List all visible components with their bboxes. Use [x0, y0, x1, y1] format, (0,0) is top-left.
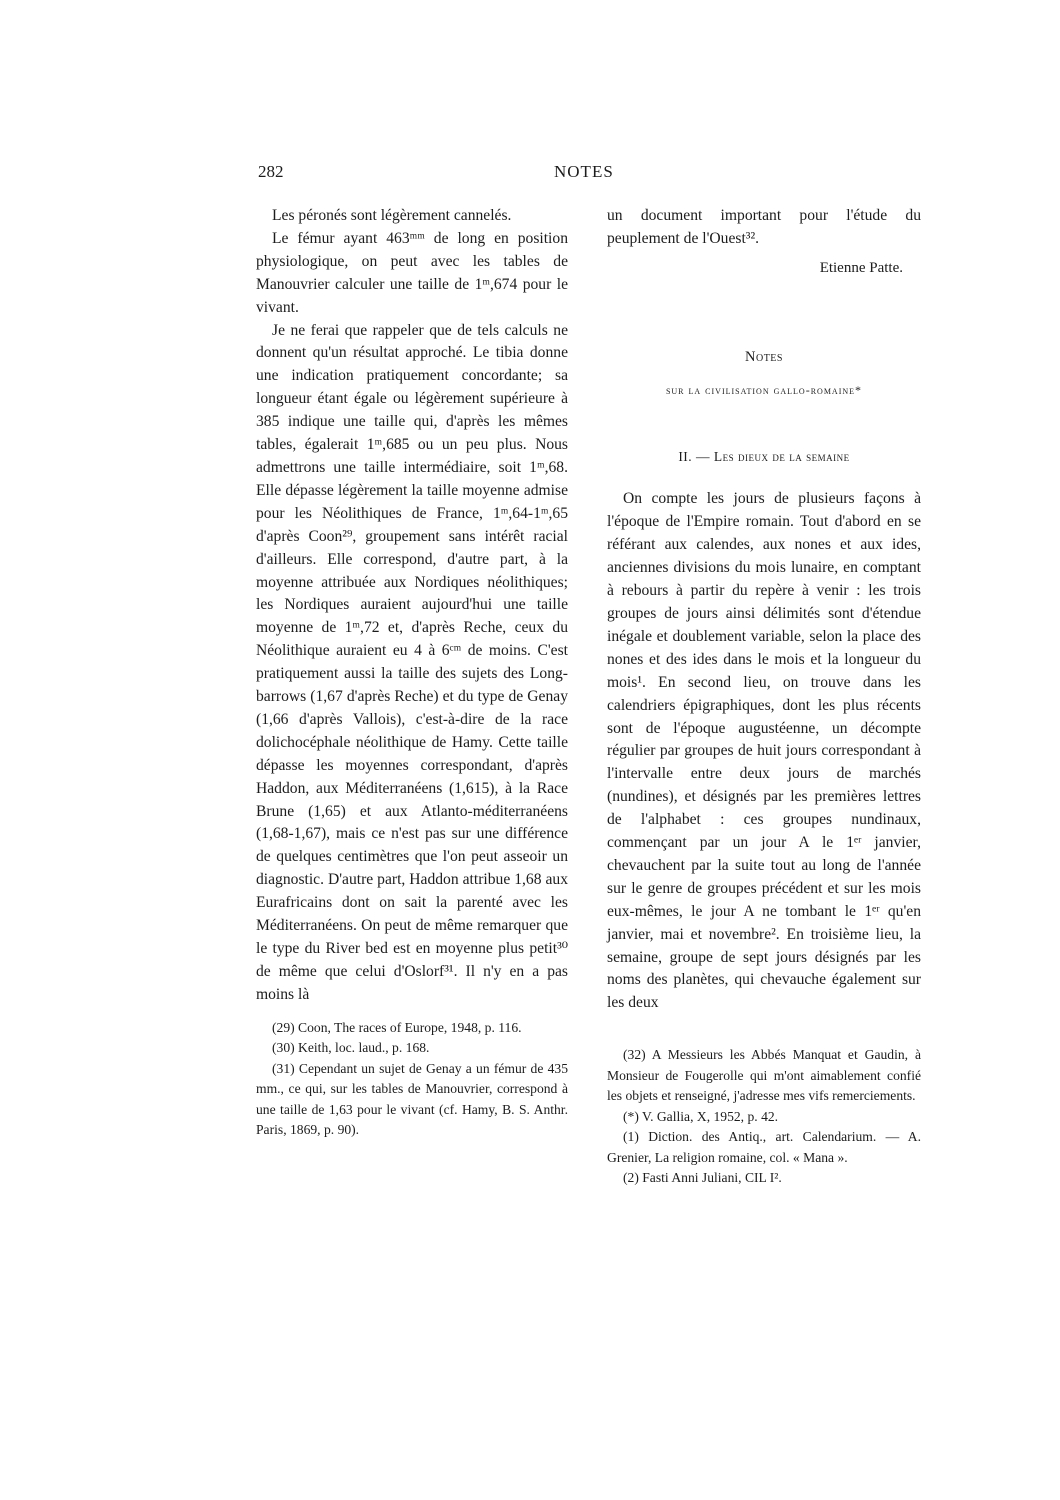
running-title: NOTES — [554, 162, 614, 181]
page-header — [258, 162, 614, 186]
paragraph: Les péronés sont légèrement cannelés. — [272, 207, 512, 224]
page-number: 282 — [258, 162, 284, 181]
footnote-star: (*) V. Gallia, X, 1952, p. 42. — [623, 1108, 779, 1124]
author-signature: Etienne Patte. — [819, 259, 903, 276]
footnotes — [607, 1045, 921, 1189]
footnotes — [256, 1018, 568, 1141]
footnote-2: (2) Fasti Anni Juliani, CIL I². — [623, 1170, 782, 1186]
paragraph: Je ne ferai que rappeler que de tels calculs ne donnent qu'un résultat approché. Le tibia donne une indication pratiquement concordante; sa longueur étant égale ou légèrement supérieure à 385 indique une taille qui, d'après les mêmes tables, égalerait 1ᵐ,685 ou un peu plus. Nous admettrons une taille intermédiaire, soit 1ᵐ,68. Elle dépasse légèrement la taille moyenne admise pour les Néolithiques de France, 1ᵐ,64-1ᵐ,65 d'après Coon²⁹, groupement sans intérêt racial d'ailleurs. Elle correspond, d'autre part, à la moyenne attribuée aux Nordiques néolithiques; les Nordiques auraient aujourd'hui une taille moyenne de 1ᵐ,72 et, d'après Reche, ceux du Néolithique auraient eu 4 à 6ᶜᵐ de moins. C'est pratiquement aussi la taille des sujets des Long-barrows (1,67 d'après Reche) et du type de Genay (1,66 d'après Vallois), c'est-à-dire de la race dolichocéphale néolithique de Hamy. Cette taille dépasse les moyennes correspondant, d'après Haddon, aux Méditerranéens (1,615), à la Race Brune (1,65) et aux Atlanto-méditerranéens (1,68-1,67), mais ce n'est pas sur une différence de quelques centimètres que l'on peut asseoir un diagnostic. D'autre part, Haddon attribue 1,68 aux Eurafricains dont on sait la parenté avec les Méditerranéens. On peut de même remarquer que le type du River bed est en moyenne plus petit³⁰ de même que celui d'Oslorf³¹. Il n'y en a pas moins là — [256, 321, 568, 1003]
section-heading: II. — Les dieux de la semaine — [678, 448, 850, 464]
paragraph: Le fémur ayant 463ᵐᵐ de long en position physiologique, on peut avec les tables de Manouvrier calculer une taille de 1ᵐ,674 pour le vivant. — [256, 229, 568, 316]
paragraph: On compte les jours de plusieurs façons à l'époque de l'Empire romain. Tout d'abord en se référant aux calendes, aux nones et aux ides, anciennes divisions du mois lunaire, en comptant à rebours à partir du repère à venir : les trois groupes de jours ainsi délimités sont d'étendue inégale et doublement variable, selon la place des nones et des ides dans le mois et la longueur du mois¹. En second lieu, on trouve dans les calendriers épigraphiques, dont les plus récents sont de l'époque augustéenne, un décompte régulier par groupes de huit jours correspondant à l'intervalle entre deux jours de marchés (nundines), et désignés par les premières lettres de l'alphabet : ces groupes nundinaux, commençant par un jour A le 1ᵉʳ janvier, chevauchent par la suite tout au long de l'année sur le genre de groupes précédent et sur les mois eux-mêmes, le jour A ne tombant le 1ᵉʳ qu'en janvier, mai et novembre². En troisième lieu, la semaine, groupe de sept jours désignés par les noms des planètes, qui chevauche également sur les deux — [607, 490, 921, 1012]
footnote-1: (1) Diction. des Antiq., art. Calendarium. — A. Grenier, La religion romaine, col. « Mana ». — [607, 1129, 921, 1165]
article-subtitle: sur la civilisation gallo-romaine* — [665, 382, 863, 397]
right-column — [607, 205, 921, 1189]
left-column — [256, 205, 568, 1141]
paragraph-continuation: un document important pour l'étude du peuplement de l'Ouest³². — [607, 207, 921, 247]
article-title: Notes — [745, 348, 783, 365]
footnote-30: (30) Keith, loc. laud., p. 168. — [272, 1040, 430, 1056]
footnote-32: (32) A Messieurs les Abbés Manquat et Gaudin, à Monsieur de Fougerolle qui m'ont aimablement confié les objets et renseigné, j'adresse mes vifs remerciements. — [607, 1047, 921, 1104]
footnote-31: (31) Cependant un sujet de Genay a un fémur de 435 mm., ce qui, sur les tables de Manouvrier, correspond à une taille de 1,63 pour le vivant (cf. Hamy, B. S. Anthr. Paris, 1869, p. 90). — [256, 1060, 568, 1138]
footnote-29: (29) Coon, The races of Europe, 1948, p. 116. — [272, 1019, 522, 1035]
